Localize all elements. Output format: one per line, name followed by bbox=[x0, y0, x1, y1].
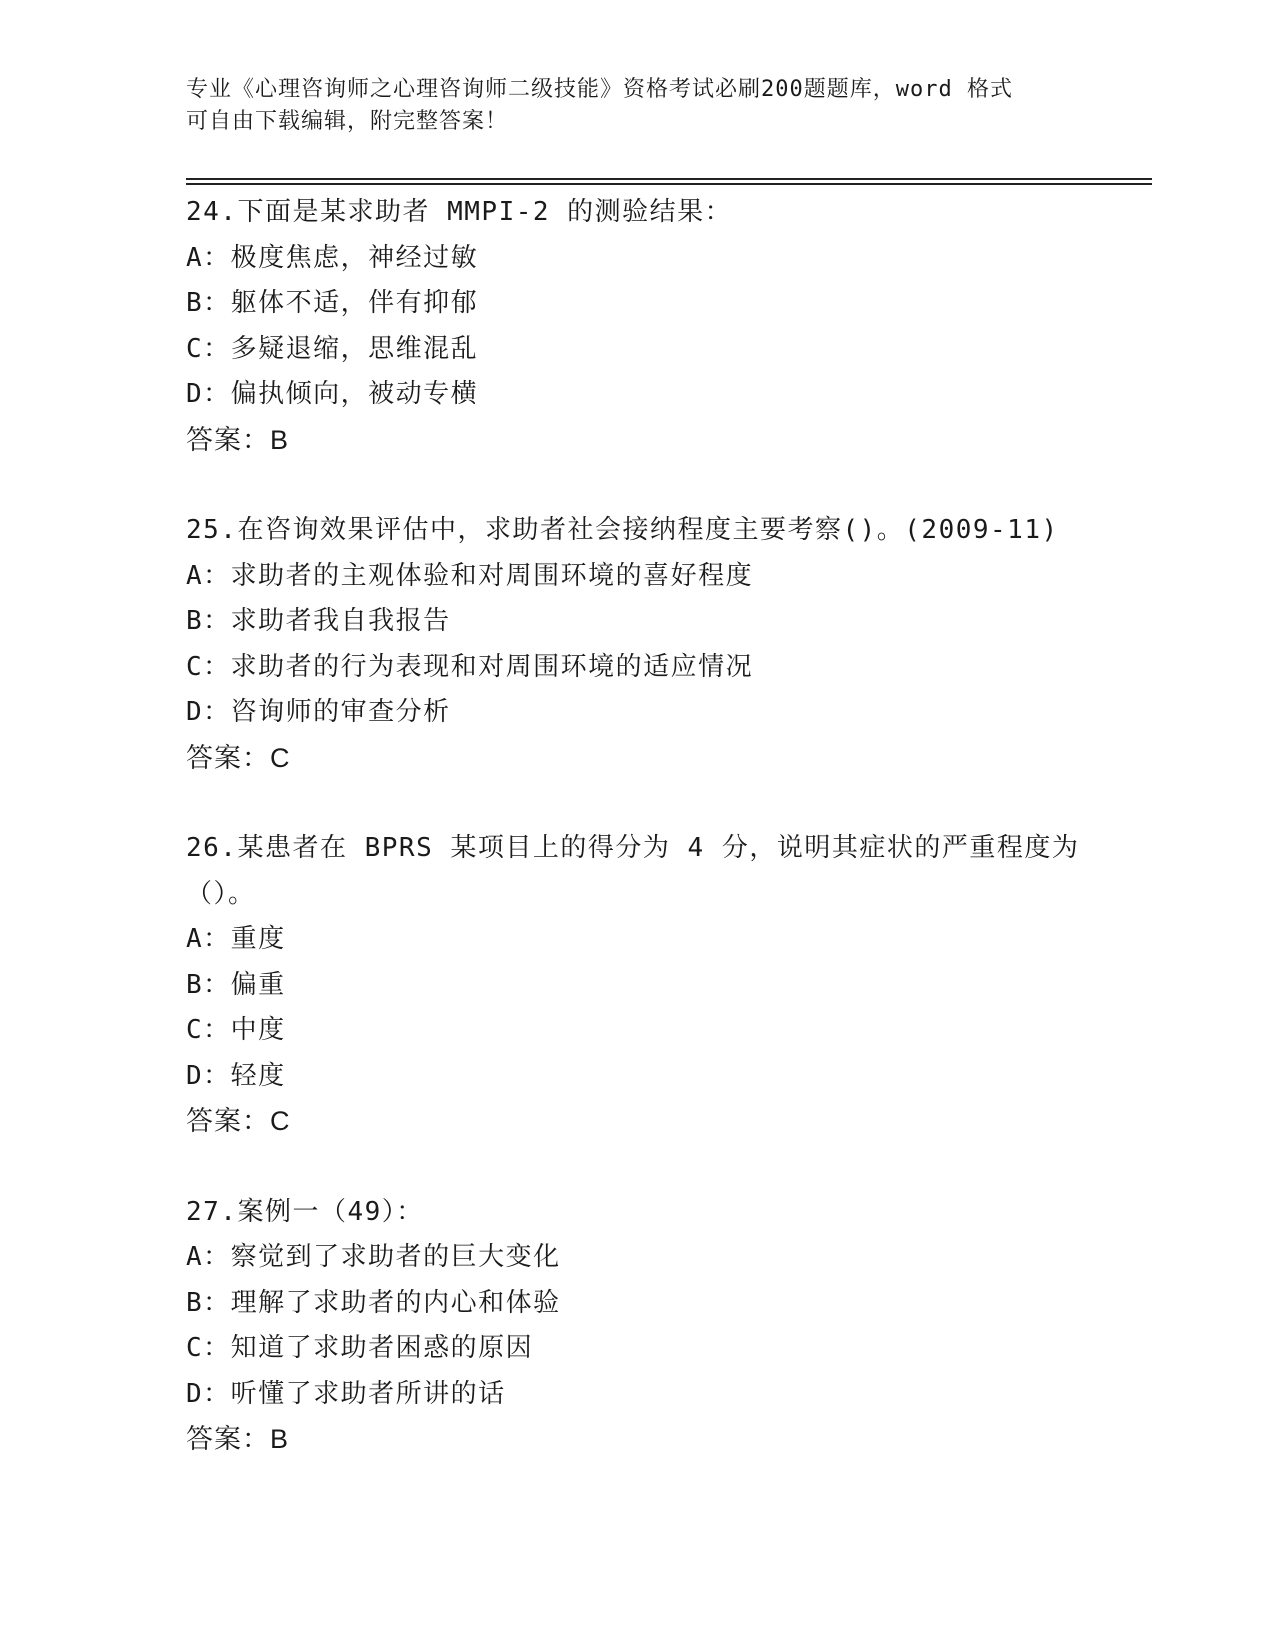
header-divider-bottom bbox=[186, 183, 1152, 185]
header-line-1: 专业《心理咨询师之心理咨询师二级技能》资格考试必刷200题题库，word 格式 bbox=[186, 77, 1013, 102]
question-27 bbox=[186, 1190, 1086, 1463]
header-line-2: 可自由下载编辑，附完整答案！ bbox=[186, 109, 509, 134]
question-stem: 25.在咨询效果评估中，求助者社会接纳程度主要考察()。(2009-11) bbox=[186, 515, 1059, 545]
option-d: D：偏执倾向，被动专横 bbox=[186, 379, 479, 409]
document-header bbox=[186, 74, 1066, 138]
spacer bbox=[186, 1145, 1086, 1190]
option-a: A：求助者的主观体验和对周围环境的喜好程度 bbox=[186, 560, 754, 591]
question-26 bbox=[186, 826, 1086, 1145]
answer-label: 答案：B bbox=[186, 424, 290, 455]
header-divider-top bbox=[186, 178, 1152, 180]
answer-label: 答案：C bbox=[186, 742, 291, 773]
spacer bbox=[186, 463, 1086, 508]
question-stem-continued: （）。 bbox=[186, 878, 256, 909]
option-a: A：察觉到了求助者的巨大变化 bbox=[186, 1242, 561, 1272]
question-stem: 27.案例一（49）： bbox=[186, 1196, 424, 1227]
question-stem: 24.下面是某求助者 MMPI-2 的测验结果： bbox=[186, 197, 733, 227]
option-b: B：躯体不适，伴有抑郁 bbox=[186, 288, 479, 318]
option-a: A：极度焦虑，神经过敏 bbox=[186, 242, 479, 273]
question-stem: 26.某患者在 BPRS 某项目上的得分为 4 分，说明其症状的严重程度为 bbox=[186, 833, 1080, 863]
option-c: C：中度 bbox=[186, 1015, 286, 1045]
option-b: B：理解了求助者的内心和体验 bbox=[186, 1287, 561, 1318]
option-b: B：求助者我自我报告 bbox=[186, 606, 451, 636]
answer-label: 答案：B bbox=[186, 1424, 290, 1454]
option-b: B：偏重 bbox=[186, 969, 286, 1000]
question-list bbox=[186, 190, 1086, 1463]
option-c: C：知道了求助者困惑的原因 bbox=[186, 1333, 534, 1363]
answer-label: 答案：C bbox=[186, 1106, 291, 1136]
option-c: C：多疑退缩，思维混乱 bbox=[186, 333, 479, 364]
question-24 bbox=[186, 190, 1086, 463]
option-d: D：轻度 bbox=[186, 1060, 286, 1091]
question-25 bbox=[186, 508, 1086, 781]
option-d: D：听懂了求助者所讲的话 bbox=[186, 1378, 506, 1409]
spacer bbox=[186, 781, 1086, 826]
option-a: A：重度 bbox=[186, 924, 286, 954]
option-c: C：求助者的行为表现和对周围环境的适应情况 bbox=[186, 651, 754, 682]
option-d: D：咨询师的审查分析 bbox=[186, 697, 451, 727]
